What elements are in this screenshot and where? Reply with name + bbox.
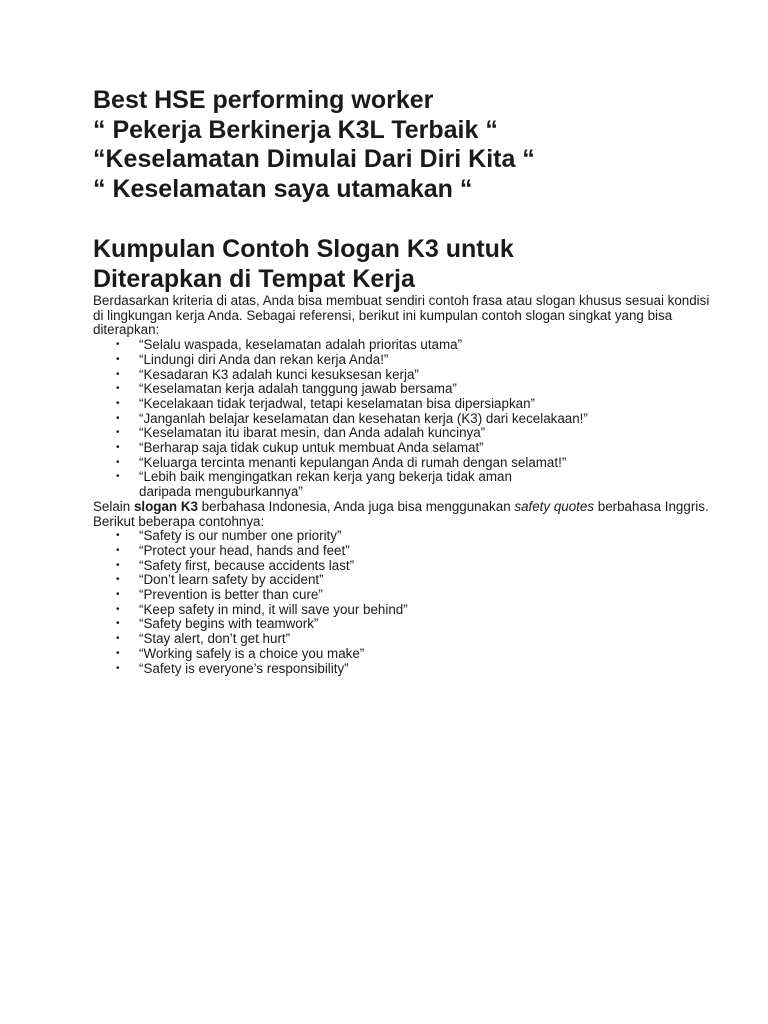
list-item: • “Janganlah belajar keselamatan dan kesehatan kerja (K3) dari kecelakaan!” [116,410,588,426]
bullet-icon: • [116,412,120,424]
bullet-icon: • [116,574,120,586]
list-item: • “Keselamatan kerja adalah tanggung jawab bersama” [116,381,457,397]
safety-quotes-emphasis: safety quotes [514,498,595,514]
bullet-icon: • [116,353,120,365]
bullet-icon: • [116,647,120,659]
bullet-icon: • [116,427,120,439]
list-item: • “Working safely is a choice you make” [116,645,365,661]
section-heading-line-2: Diterapkan di Tempat Kerja [93,265,415,293]
list-item: • “Don’t learn safety by accident” [116,572,324,588]
list-item: • “Kecelakaan tidak terjadwal, tetapi keselamatan bisa dipersiapkan” [116,395,535,411]
bullet-icon: • [116,544,120,556]
section-heading-line-1: Kumpulan Contoh Slogan K3 untuk [93,235,514,263]
bullet-icon: • [116,633,120,645]
list-item: • “Lindungi diri Anda dan rekan kerja Anda!” [116,351,389,367]
bullet-icon: • [116,456,120,468]
section-heading [93,234,713,294]
bullet-icon: • [116,530,120,542]
list-item: • “Protect your head, hands and feet” [116,542,350,558]
intro-paragraph: Berdasarkan kriteria di atas, Anda bisa membuat sendiri contoh frasa atau slogan khusus sesuai kondisi di lingkungan kerja Anda. Sebagai referensi, berikut ini kumpulan contoh slogan singkat yang bisa diterapkan: [93,293,710,338]
bullet-icon: • [116,589,120,601]
list-item: • “Keluarga tercinta menanti kepulangan Anda di rumah dengan selamat!” [116,454,567,470]
bullet-icon: • [116,442,120,454]
bullet-icon: • [116,383,120,395]
list-item: • “Selalu waspada, keselamatan adalah prioritas utama” [116,337,463,353]
bullet-icon: • [116,339,120,351]
list-item: • “Berharap saja tidak cukup untuk membuat Anda selamat” [116,440,484,456]
title-line-1: Best HSE performing worker [93,86,434,114]
indonesian-slogan-list [93,338,713,500]
english-intro-paragraph: Selain slogan K3 berbahasa Indonesia, Anda juga bisa menggunakan safety quotes berbahasa Inggris. Berikut beberapa contohnya: [93,498,709,529]
bullet-icon: • [116,618,120,630]
list-item: • “Lebih baik mengingatkan rekan kerja yang bekerja tidak aman daripada menguburkannya” [116,469,512,500]
bullet-icon: • [116,662,120,674]
list-item: • “Safety first, because accidents last” [116,557,355,573]
title-line-2: “ Pekerja Berkinerja K3L Terbaik “ [93,115,498,144]
english-quote-list [93,529,713,676]
bullet-icon: • [116,397,120,409]
title-line-3: “Keselamatan Dimulai Dari Diri Kita “ [93,145,535,173]
slogan-k3-emphasis: slogan K3 [133,498,198,514]
list-item: • “Safety is everyone’s responsibility” [116,660,349,676]
list-item: • “Kesadaran K3 adalah kunci kesuksesan kerja” [116,366,419,382]
bullet-icon: • [116,368,120,380]
list-item: • “Keselamatan itu ibarat mesin, dan Anda adalah kuncinya” [116,425,486,441]
bullet-icon: • [116,603,120,615]
list-item: • “Prevention is better than cure” [116,587,323,603]
title-block [93,86,713,204]
bullet-icon: • [116,471,120,483]
list-item: • “Keep safety in mind, it will save your behind” [116,601,408,617]
list-item: • “Safety begins with teamwork” [116,616,319,632]
list-item: • “Safety is our number one priority” [116,528,342,544]
document-page [93,86,713,676]
bullet-icon: • [116,559,120,571]
list-item: • “Stay alert, don’t get hurt” [116,631,291,647]
title-line-4: “ Keselamatan saya utamakan “ [93,174,473,203]
